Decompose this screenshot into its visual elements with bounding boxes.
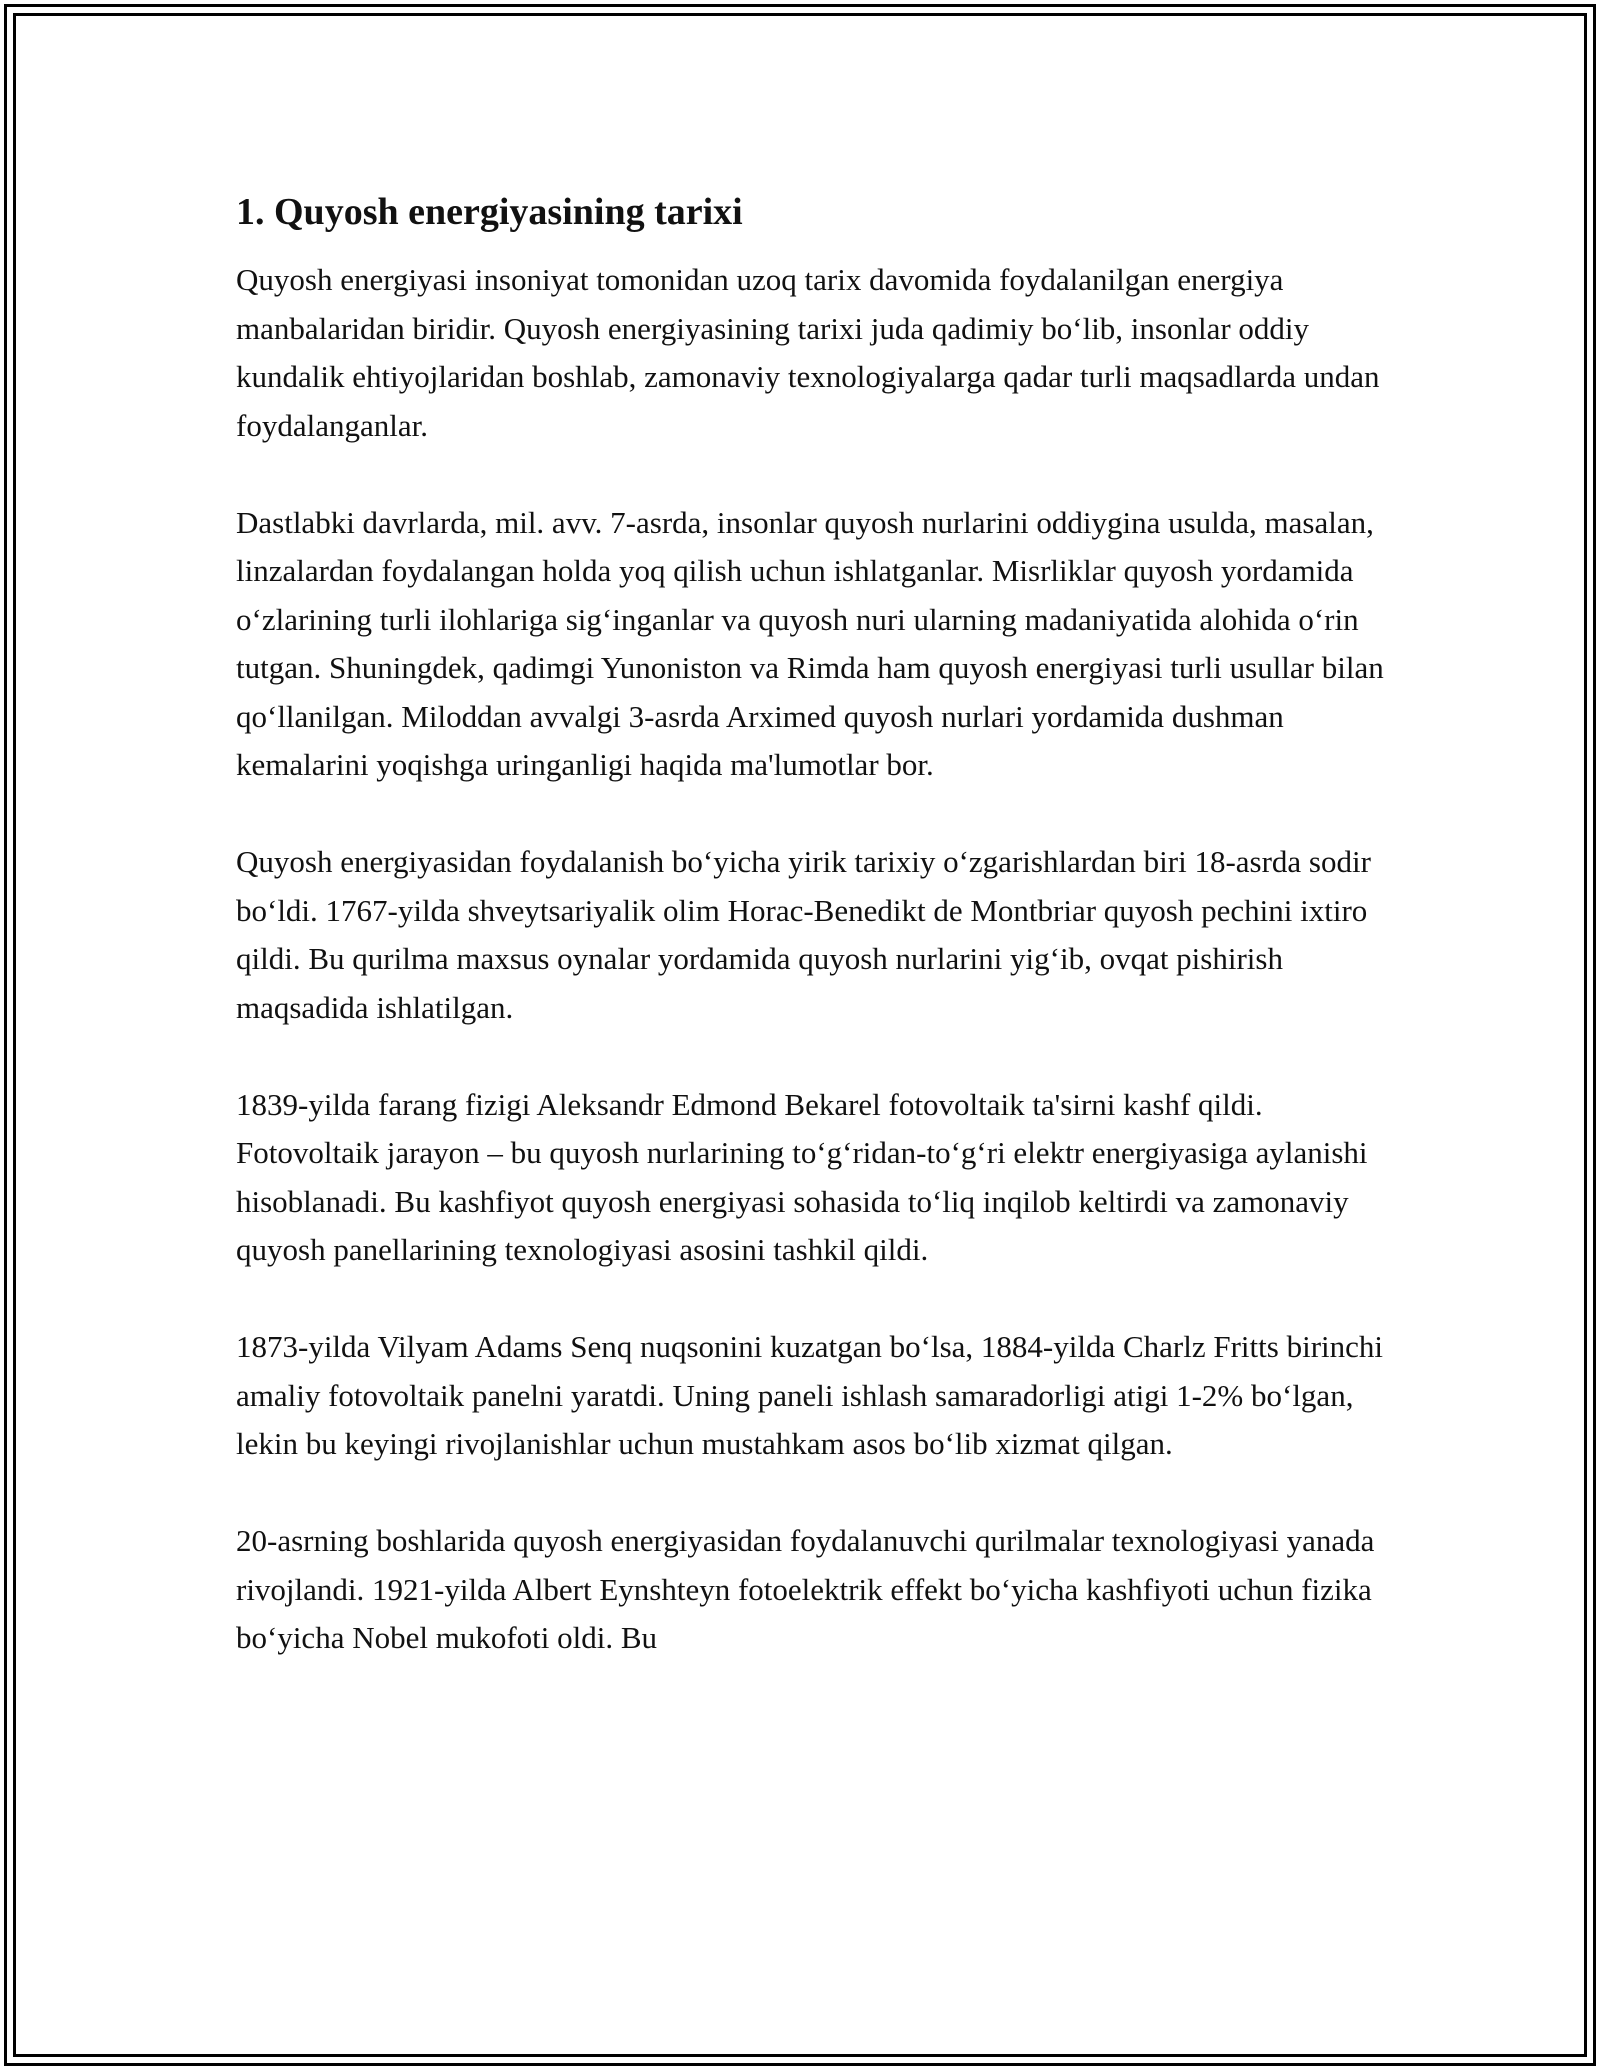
- paragraph-first-panel: 1873-yilda Vilyam Adams Senq nuqsonini kuzatgan bo‘lsa, 1884-yilda Charlz Fritts birinchi amaliy fotovoltaik panelni yaratdi. Uning paneli ishlash samaradorligi atigi 1-2% bo‘lgan, lekin bu keyingi rivojlanishlar uchun mustahkam asos bo‘lib xizmat qilgan.: [236, 1329, 1383, 1461]
- paragraph-intro: Quyosh energiyasi insoniyat tomonidan uzoq tarix davomida foydalanilgan energiya manbalaridan biridir. Quyosh energiyasining tarixi juda qadimiy bo‘lib, insonlar oddiy kundalik ehtiyojlaridan boshlab, zamonaviy texnologiyalarga qadar turli maqsadlarda undan foydalanganlar.: [236, 262, 1380, 443]
- paragraph-18th-century: Quyosh energiyasidan foydalanish bo‘yicha yirik tarixiy o‘zgarishlardan biri 18-asrda sodir bo‘ldi. 1767-yilda shveytsariyalik olim Horac-Benedikt de Montbriar quyosh pechini ixtiro qildi. Bu qurilma maxsus oynalar yordamida quyosh nurlarini yig‘ib, ovqat pishirish maqsadida ishlatilgan.: [236, 844, 1371, 1025]
- paragraph-photovoltaic-discovery: 1839-yilda farang fizigi Aleksandr Edmond Bekarel fotovoltaik ta'sirni kashf qildi. Fotovoltaik jarayon – bu quyosh nurlarining to‘g‘ridan-to‘g‘ri elektr energiyasiga aylanishi hisoblanadi. Bu kashfiyot quyosh energiyasi sohasida to‘liq inqilob keltirdi va zamonaviy quyosh panellarining texnologiyasi asosini tashkil qildi.: [236, 1086, 1368, 1267]
- paragraph-20th-century: 20-asrning boshlarida quyosh energiyasidan foydalanuvchi qurilmalar texnologiyasi yanada rivojlandi. 1921-yilda Albert Eynshteyn fotoelektrik effekt bo‘yicha kashfiyoti uchun fizika bo‘yicha Nobel mukofoti oldi. Bu: [236, 1523, 1375, 1655]
- paragraph-ancient-times: Dastlabki davrlarda, mil. avv. 7-asrda, insonlar quyosh nurlarini oddiygina usulda, masalan, linzalardan foydalangan holda yoq qilish uchun ishlatganlar. Misrliklar quyosh yordamida o‘zlarining turli ilohlariga sig‘inganlar va quyosh nuri ularning madaniyatida alohida o‘rin tutgan. Shuningdek, qadimgi Yunoniston va Rimda ham quyosh energiyasi turli usullar bilan qo‘llanilgan. Miloddan avvalgi 3-asrda Arximed quyosh nurlari yordamida dushman kemalarini yoqishga uringanligi haqida ma'lumotlar bor.: [236, 504, 1384, 782]
- document-body: [236, 186, 1386, 1711]
- page-title: 1. Quyosh energiyasining tarixi: [236, 191, 743, 233]
